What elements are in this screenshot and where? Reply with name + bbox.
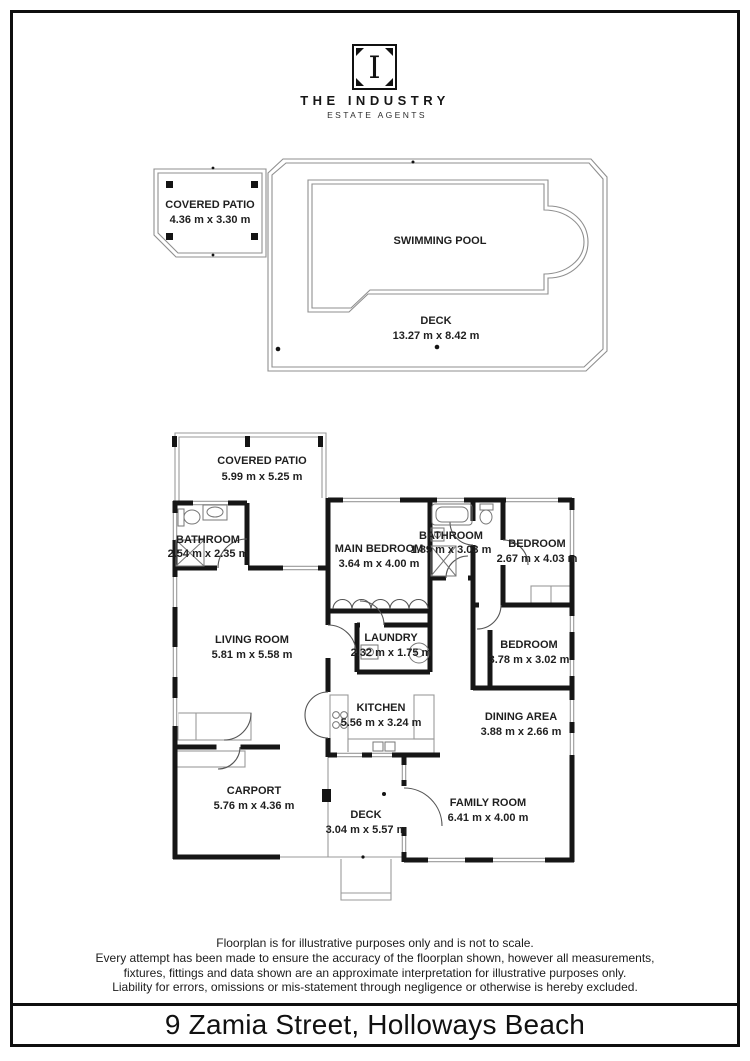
disclaimer-line: fixtures, fittings and data shown are an approximate interpretation for illustrative purposes only. bbox=[123, 965, 627, 980]
property-address: 9 Zamia Street, Holloways Beach bbox=[164, 1009, 586, 1040]
room-label: DINING AREA bbox=[484, 711, 558, 723]
room-label: KITCHEN bbox=[356, 702, 406, 714]
room-label: BEDROOM bbox=[500, 639, 558, 651]
room-dims: 3.04 m x 5.57 m bbox=[325, 824, 407, 836]
address-bar bbox=[13, 1003, 737, 1044]
room-label: LAUNDRY bbox=[364, 632, 418, 644]
disclaimer-line: Floorplan is for illustrative purposes only and is not to scale. bbox=[216, 936, 534, 950]
disclaimer-line: Liability for errors, omissions or mis-statement through negligence or otherwise is hereby excluded. bbox=[112, 980, 638, 995]
room-dims: 13.27 m x 8.42 m bbox=[392, 330, 480, 342]
pool-plan bbox=[154, 159, 607, 371]
room-dims: 2.54 m x 2.35 m bbox=[167, 548, 249, 560]
disclaimer bbox=[0, 936, 750, 995]
room-dims: 5.76 m x 4.36 m bbox=[213, 800, 295, 812]
stove-icon bbox=[333, 712, 340, 719]
room-dims: 1.89 m x 3.03 m bbox=[410, 544, 492, 556]
room-label: LIVING ROOM bbox=[215, 634, 289, 646]
room-dims: 3.64 m x 4.00 m bbox=[338, 558, 420, 570]
room-label: BATHROOM bbox=[176, 534, 240, 546]
disclaimer-line: Every attempt has been made to ensure the accuracy of the floorplan shown, however all measurements, bbox=[95, 950, 655, 965]
kitchen-sink-icon bbox=[373, 742, 383, 751]
room-dims: 3.78 m x 3.02 m bbox=[488, 654, 570, 666]
toilet-icon bbox=[480, 504, 493, 510]
logo-monogram: I bbox=[368, 50, 381, 86]
room-label: FAMILY ROOM bbox=[449, 797, 527, 809]
room-label: COVERED PATIO bbox=[165, 199, 255, 211]
room-dims: 5.99 m x 5.25 m bbox=[221, 471, 303, 483]
room-dims: 5.81 m x 5.58 m bbox=[211, 649, 293, 661]
logo-tagline-text: ESTATE AGENTS bbox=[327, 110, 427, 120]
room-label: SWIMMING POOL bbox=[393, 235, 487, 247]
room-dims: 3.88 m x 2.66 m bbox=[480, 726, 562, 738]
room-label: BEDROOM bbox=[508, 538, 566, 550]
room-dims: 5.56 m x 3.24 m bbox=[340, 717, 422, 729]
room-label: MAIN BEDROOM bbox=[334, 543, 424, 555]
room-label: BATHROOM bbox=[419, 530, 483, 542]
room-dims: 6.41 m x 4.00 m bbox=[447, 812, 529, 824]
room-label: COVERED PATIO bbox=[217, 455, 307, 467]
house-plan bbox=[168, 433, 578, 900]
room-label: DECK bbox=[420, 315, 452, 327]
logo-brand-text: THE INDUSTRY bbox=[300, 93, 450, 108]
room-label: DECK bbox=[350, 809, 382, 821]
room-label: CARPORT bbox=[226, 785, 282, 797]
toilet-icon bbox=[178, 509, 184, 526]
room-dims: 4.36 m x 3.30 m bbox=[169, 214, 251, 226]
room-dims: 2.32 m x 1.75 m bbox=[350, 647, 432, 659]
room-dims: 2.67 m x 4.03 m bbox=[496, 553, 578, 565]
